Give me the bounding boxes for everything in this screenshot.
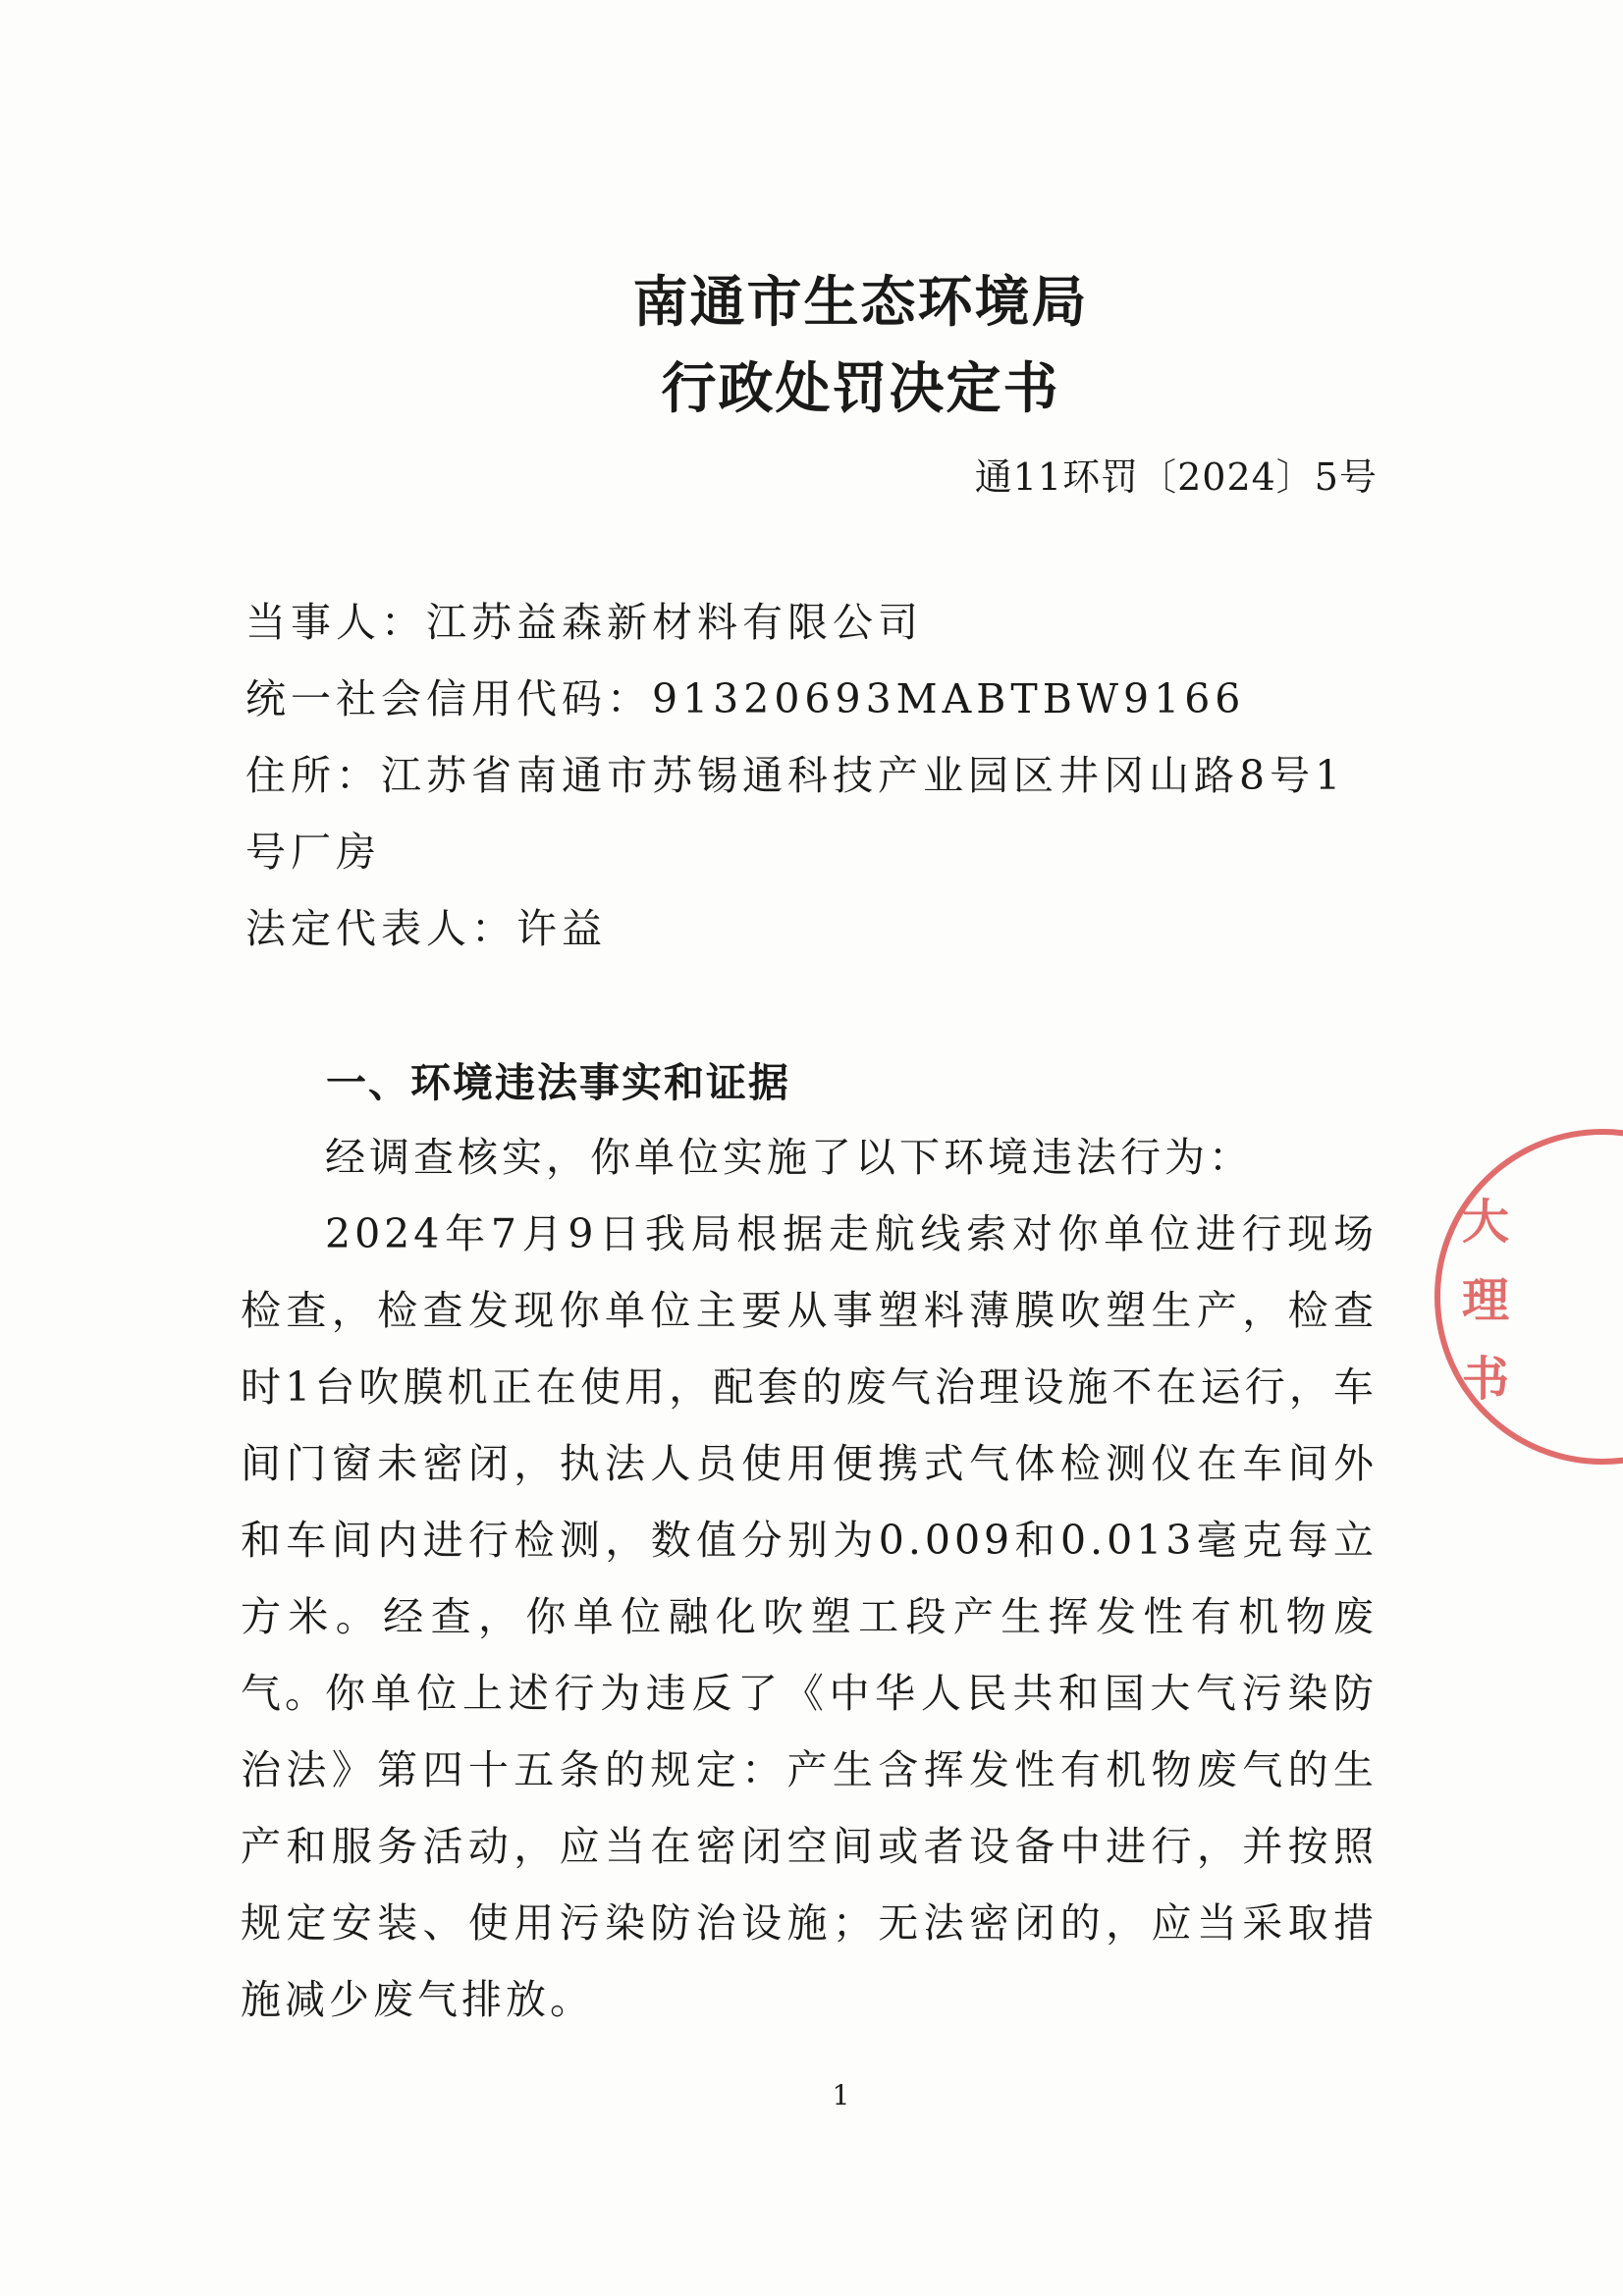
paragraph-intro: 经调查核实，你单位实施了以下环境违法行为： [325,1134,1253,1181]
seal-char: 书 [1462,1352,1510,1407]
legal-representative: 法定代表人：许益 [245,905,607,952]
document-number: 通11环罚〔2024〕5号 [974,455,1378,499]
paragraph-violation: 你单位上述行为违反了《中华人民共和国大气污染防治法》第四十五条的规定：产生含挥发性有机物废气的生产和服务活动，应当在密闭空间或者设备中进行，并按照规定安装、使用污染防治设施；无法密闭的，应当采取措施减少废气排放。 [241,1670,1378,2023]
section-heading: 一、环境违法事实和证据 [326,1059,790,1106]
official-seal [1434,1129,1623,1465]
party-name: 当事人：江苏益森新材料有限公司 [245,599,923,646]
credit-code: 统一社会信用代码：91320693MABTBW9166 [245,675,1246,722]
document-title: 南通市生态环境局 [632,270,1089,335]
seal-char: 大 [1462,1195,1510,1250]
paragraph-facts: 2024年7月9日我局根据走航线索对你单位进行现场检查，检查发现你单位主要从事塑料薄膜吹塑生产，检查时1台吹膜机正在使用，配套的废气治理设施不在运行，车间门窗未密闭，执法人员使用便携式气体检测仪在车间外和车间内进行检测，数值分别为0.009和0.013毫克每立方米。经查，你单位融化吹塑工段产生挥发性有机物废气。 [241,1210,1378,1717]
party-address: 住所：江苏省南通市苏锡通科技产业园区井冈山路8号1号厂房 [245,752,1346,876]
seal-char: 理 [1462,1273,1510,1328]
page-number: 1 [832,2079,850,2111]
document-subtitle: 行政处罚决定书 [661,356,1060,421]
